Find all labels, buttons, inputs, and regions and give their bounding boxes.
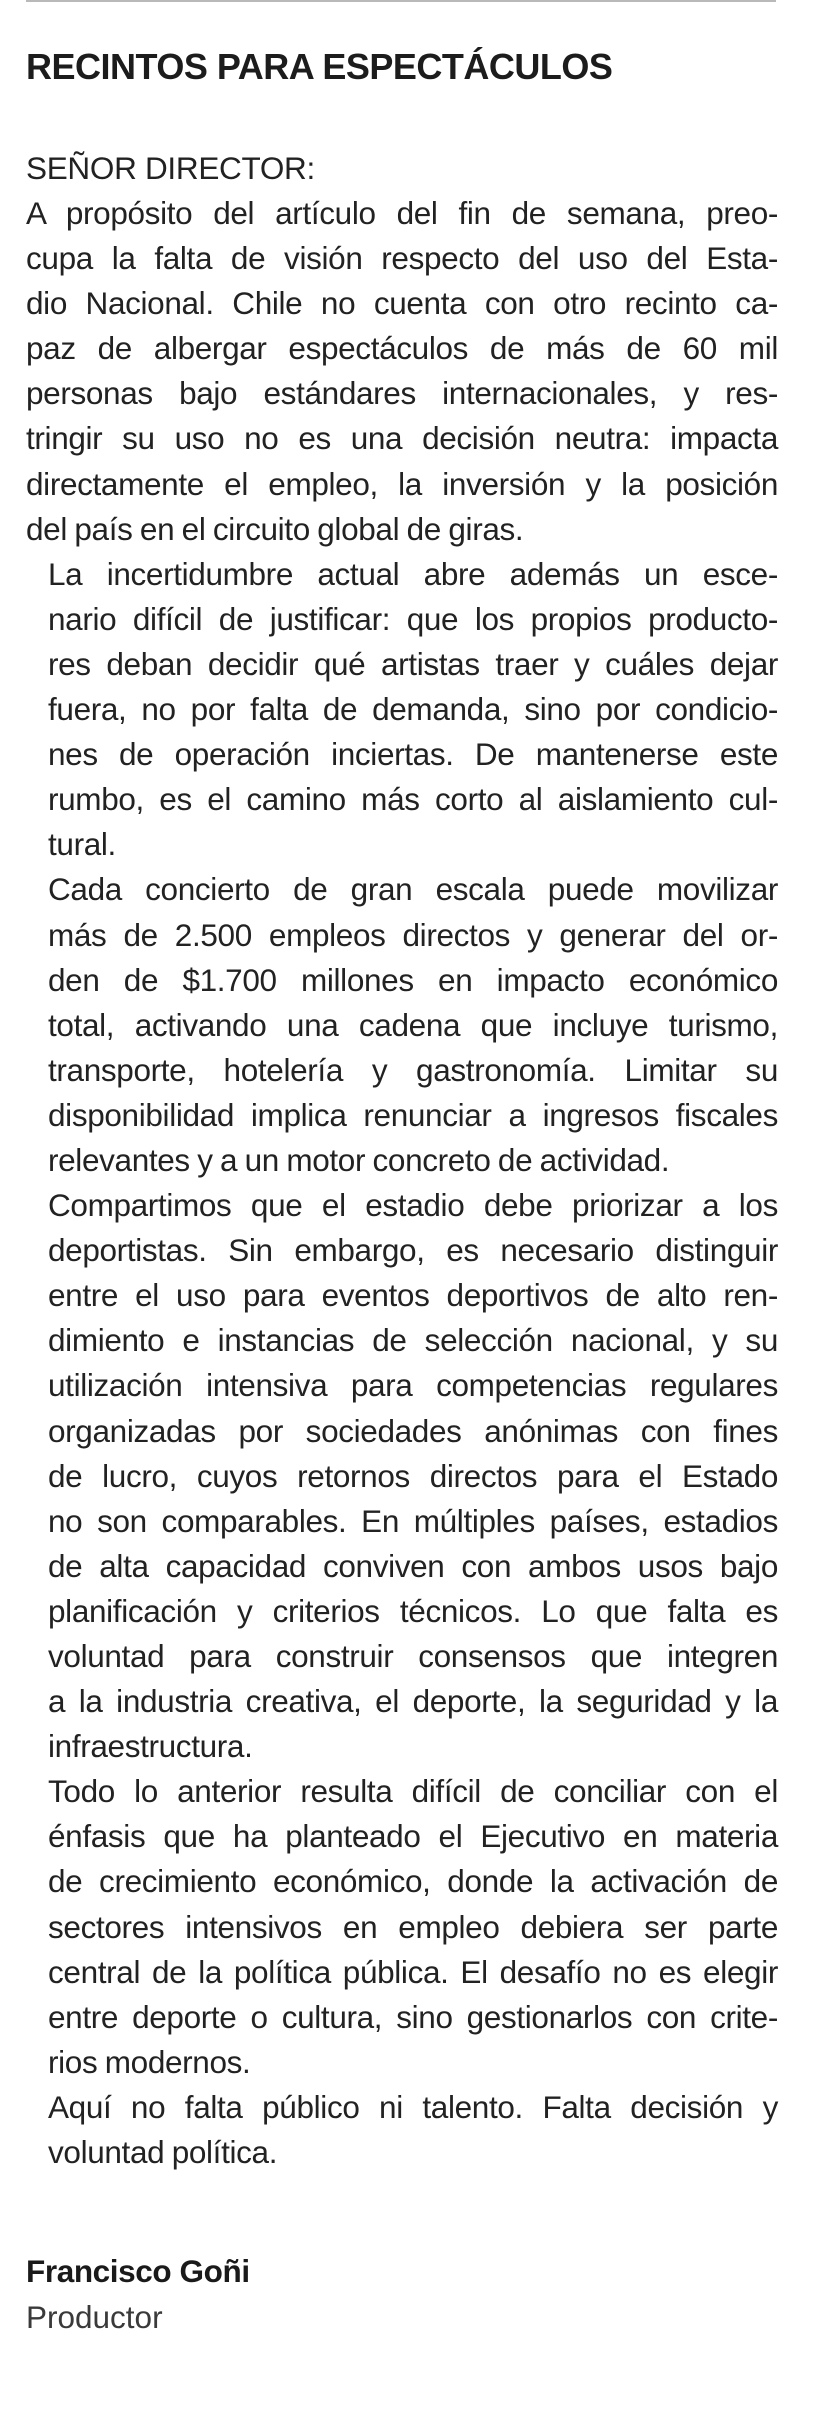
text-line: personas bajo estándares internacionales, y res- <box>26 375 778 412</box>
text-line: Cada concierto de gran escala puede movilizar <box>48 871 778 908</box>
text-line: voluntad política. <box>48 2134 278 2171</box>
text-line: cupa la falta de visión respecto del uso del Esta- <box>26 240 778 277</box>
text-line: no son comparables. En múltiples países, estadios <box>48 1502 778 1539</box>
text-line: rios modernos. <box>48 2043 251 2080</box>
top-divider <box>26 0 776 2</box>
text-line: Aquí no falta público ni talento. Falta decisión y <box>48 2088 778 2125</box>
text-line: de crecimiento económico, donde la activación de <box>48 1863 778 1900</box>
text-line: La incertidumbre actual abre además un esce- <box>48 555 778 592</box>
text-line: transporte, hotelería y gastronomía. Limitar su <box>48 1051 778 1088</box>
text-line: nario difícil de justificar: que los propios producto- <box>48 600 778 637</box>
text-line: a la industria creativa, el deporte, la seguridad y la <box>48 1683 778 1720</box>
salutation: SEÑOR DIRECTOR: <box>26 150 315 186</box>
paragraph <box>26 1769 778 2085</box>
paragraph <box>26 2085 778 2175</box>
text-line: dimiento e instancias de selección nacional, y su <box>48 1322 778 1359</box>
paragraph <box>26 867 778 1183</box>
text-line: voluntad para construir consensos que integren <box>48 1638 778 1674</box>
text-line: planificación y criterios técnicos. Lo que falta es <box>48 1592 778 1629</box>
text-line: total, activando una cadena que incluye turismo, <box>48 1006 778 1043</box>
author-name: Francisco Goñi <box>26 2253 250 2289</box>
text-line: disponibilidad implica renunciar a ingresos fiscales <box>48 1096 778 1133</box>
letter-body <box>26 191 778 2175</box>
text-line: res deban decidir qué artistas traer y cuáles dejar <box>48 645 778 682</box>
text-line: relevantes y a un motor concreto de actividad. <box>48 1141 670 1178</box>
text-line: directamente el empleo, la inversión y la posición <box>26 465 778 502</box>
text-line: nes de operación inciertas. De mantenerse este <box>48 736 778 773</box>
text-line: Todo lo anterior resulta difícil de conciliar con el <box>48 1773 778 1810</box>
paragraph <box>26 1183 778 1769</box>
text-line: paz de albergar espectáculos de más de 60 mil <box>26 330 778 367</box>
text-line: rumbo, es el camino más corto al aislamiento cul- <box>48 781 778 818</box>
headline: RECINTOS PARA ESPECTÁCULOS <box>26 46 613 87</box>
text-line: sectores intensivos en empleo debiera ser parte <box>48 1908 778 1945</box>
text-line: deportistas. Sin embargo, es necesario distinguir <box>48 1232 778 1269</box>
letter-to-editor <box>26 44 778 2175</box>
text-line: infraestructura. <box>48 1728 253 1765</box>
text-line: den de $1.700 millones en impacto económico <box>48 961 778 998</box>
text-line: organizadas por sociedades anónimas con fines <box>48 1412 778 1449</box>
text-line: Compartimos que el estadio debe priorizar a los <box>48 1187 778 1224</box>
text-line: del país en el circuito global de giras. <box>26 510 524 547</box>
text-line: de lucro, cuyos retornos directos para el Estado <box>48 1457 778 1494</box>
text-line: dio Nacional. Chile no cuenta con otro recinto ca- <box>26 285 778 322</box>
paragraph <box>26 191 778 552</box>
text-line: tural. <box>48 826 116 863</box>
author-role: Productor <box>26 2299 163 2335</box>
text-line: fuera, no por falta de demanda, sino por condicio- <box>48 691 778 728</box>
paragraph <box>26 552 778 868</box>
text-line: utilización intensiva para competencias regulares <box>48 1367 778 1404</box>
text-line: entre deporte o cultura, sino gestionarlos con crite- <box>48 1998 778 2035</box>
text-line: más de 2.500 empleos directos y generar del or- <box>48 916 778 953</box>
text-line: A propósito del artículo del fin de semana, preo- <box>26 195 778 231</box>
signature-block <box>26 2248 250 2340</box>
text-line: tringir su uso no es una decisión neutra: impacta <box>26 420 778 457</box>
text-line: de alta capacidad conviven con ambos usos bajo <box>48 1547 778 1584</box>
text-line: énfasis que ha planteado el Ejecutivo en materia <box>48 1818 778 1855</box>
text-line: central de la política pública. El desafío no es elegir <box>48 1953 778 1990</box>
text-line: entre el uso para eventos deportivos de alto ren- <box>48 1277 778 1314</box>
